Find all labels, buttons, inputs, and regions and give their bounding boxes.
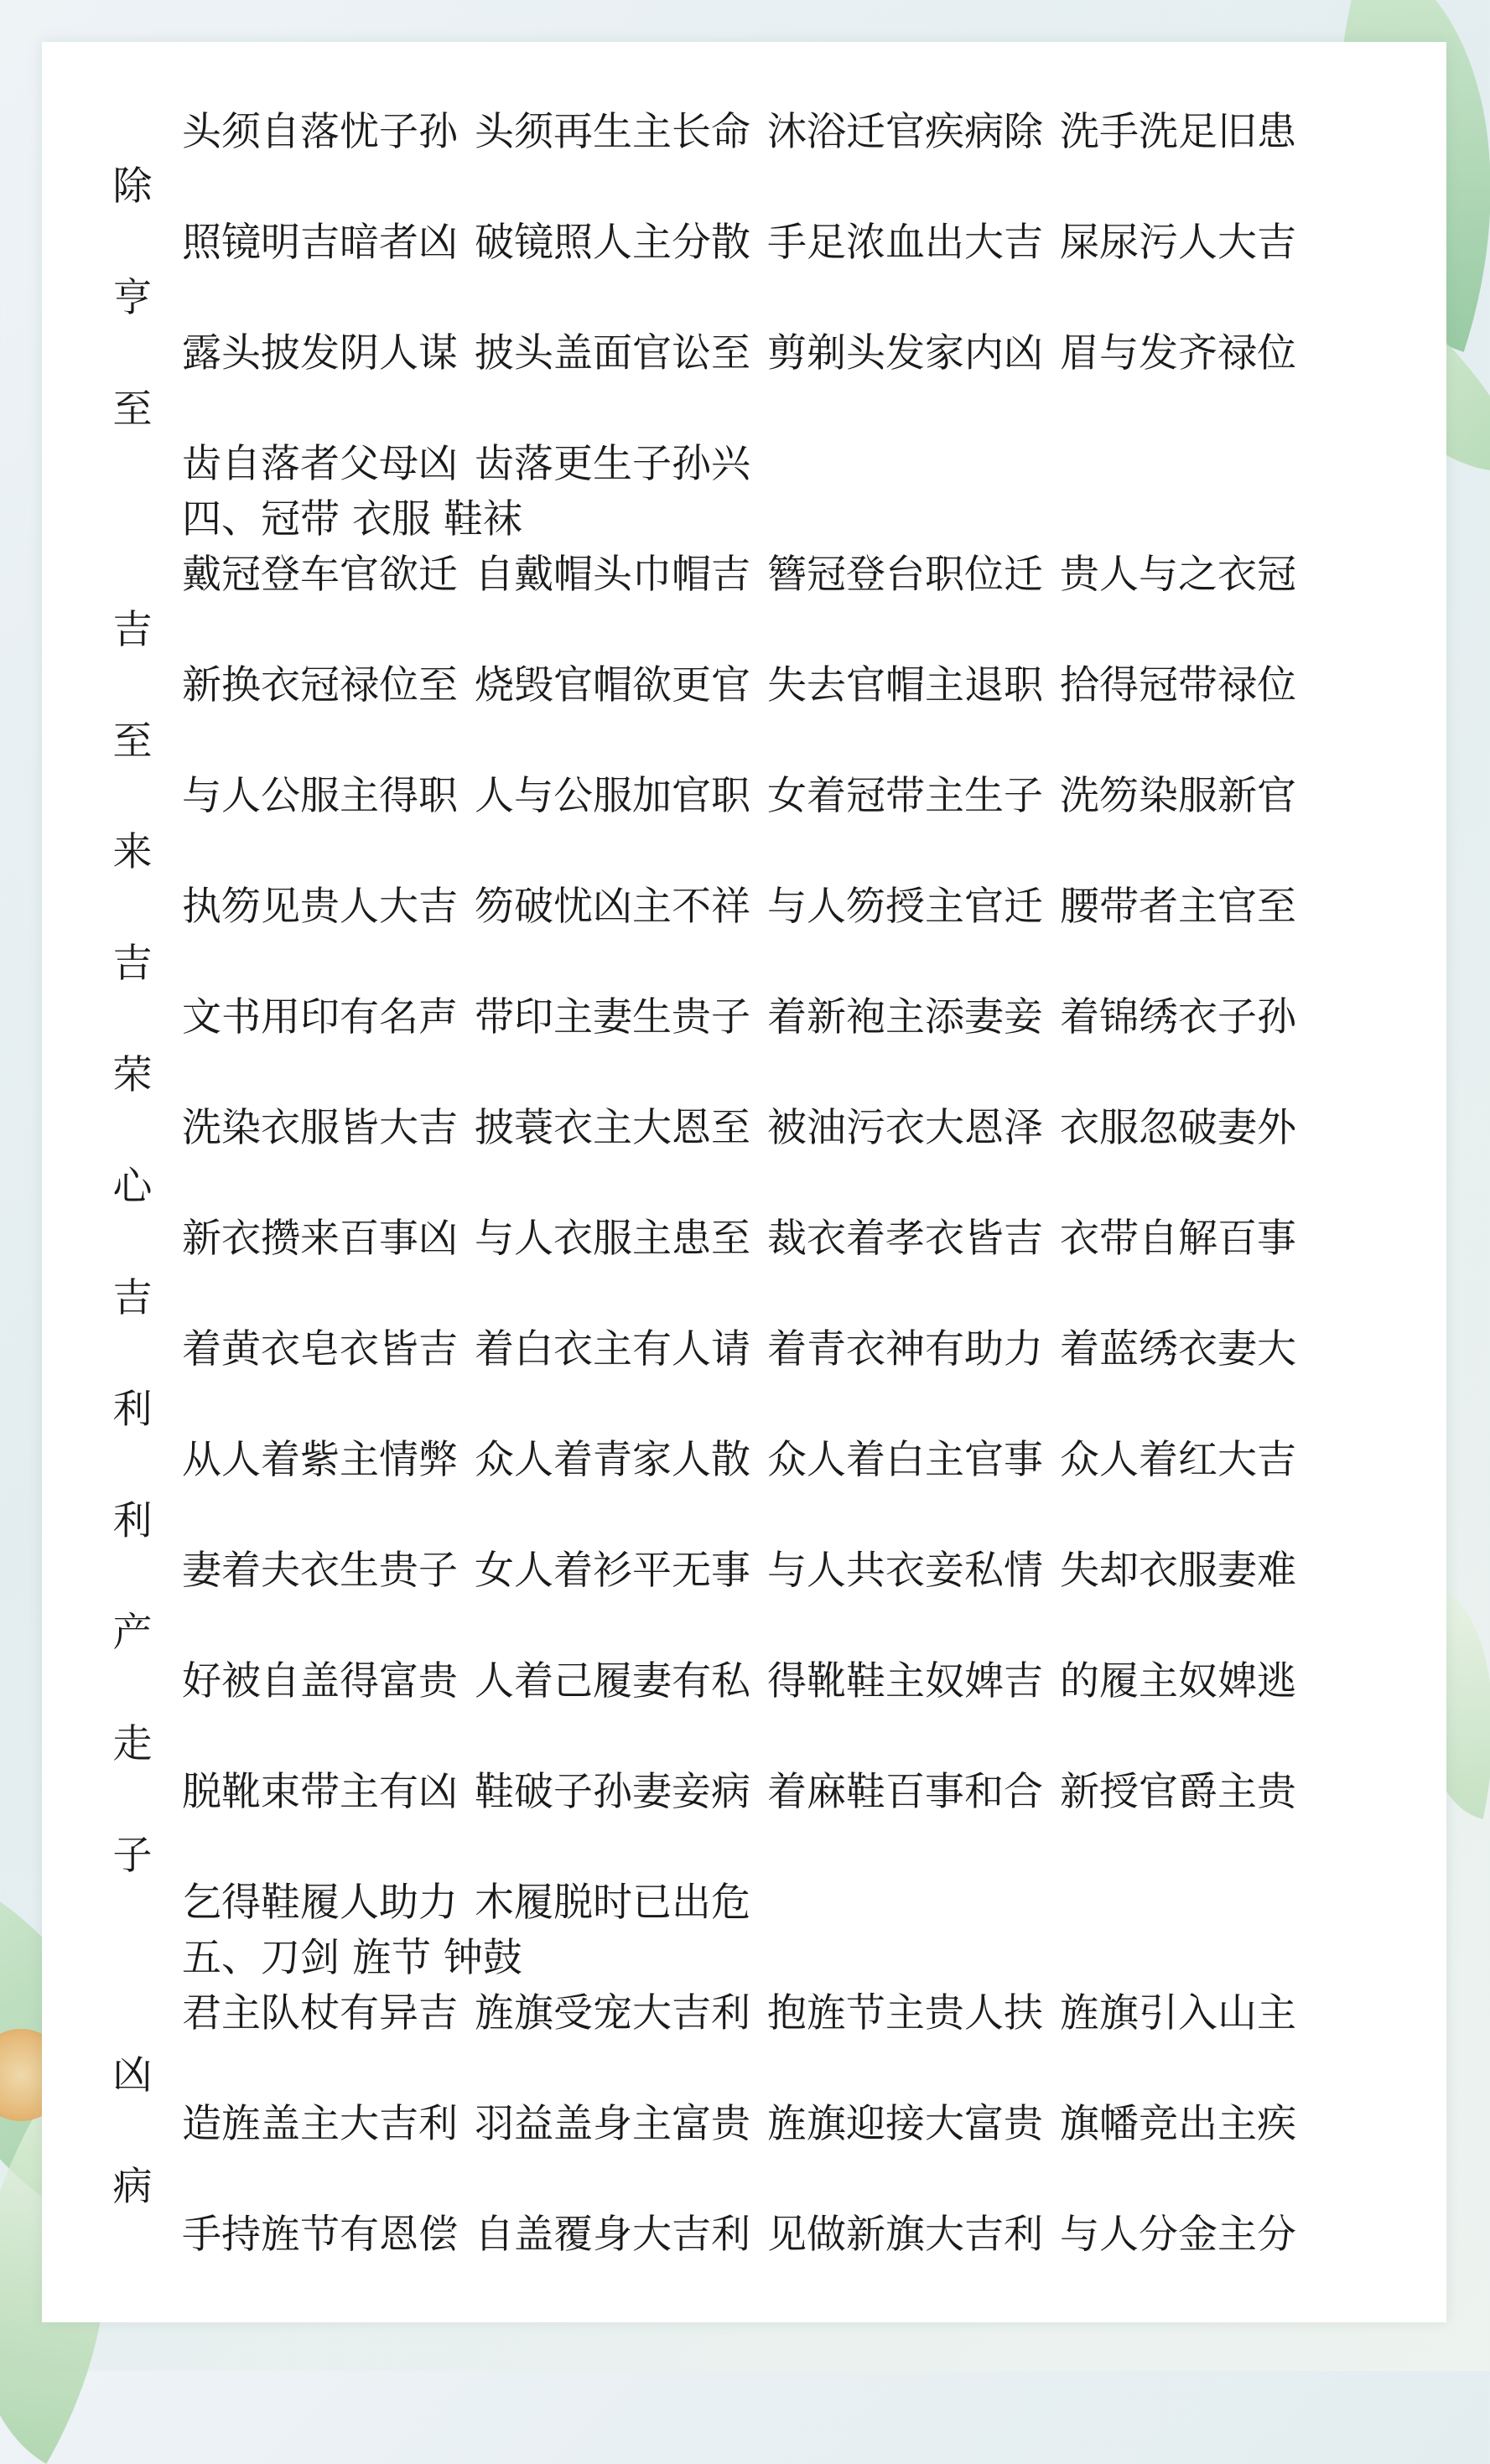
text-line [182,1211,1313,1267]
text-line [182,1931,539,1986]
text-phrase: 被油污衣大恩泽 [767,1105,1043,1151]
text-phrase: 的履主奴婢逃 [1060,1658,1296,1704]
text-phrase: 手持旌节有恩偿 [182,2212,458,2258]
text-phrase: 自戴帽头巾帽吉 [475,552,750,598]
text-phrase: 着黄衣皂衣皆吉 [182,1326,458,1372]
side-character: 亨 [112,275,153,321]
text-phrase: 造旌盖主大吉利 [182,2101,458,2147]
text-line [182,2097,1313,2152]
text-phrase: 旌旗迎接大富贵 [767,2101,1043,2147]
side-character: 走 [112,1721,153,1767]
text-phrase: 披头盖面官讼至 [475,330,750,376]
text-phrase: 得靴鞋主奴婢吉 [767,1658,1043,1704]
text-line [182,1543,1313,1599]
side-character: 吉 [112,607,153,653]
side-character: 产 [112,1610,153,1656]
text-phrase: 带印主妻生贵子 [475,994,750,1040]
text-phrase: 齿落更生子孙兴 [475,441,750,487]
side-character: 除 [112,163,153,210]
text-phrase: 与人公服主得职 [182,773,458,819]
text-phrase: 女人着衫平无事 [475,1548,750,1594]
text-phrase: 簪冠登台职位迁 [767,552,1043,598]
text-phrase: 齿自落者父母凶 [182,441,458,487]
text-line [182,879,1313,935]
text-phrase: 洗笏染服新官 [1060,773,1296,819]
text-phrase: 妻着夫衣生贵子 [182,1548,458,1594]
text-phrase: 木履脱时已出危 [475,1880,750,1926]
text-phrase: 衣服忽破妻外 [1060,1105,1296,1151]
text-phrase: 手足浓血出大吉 [767,220,1043,266]
document-page [42,42,1446,2322]
text-phrase: 烧毁官帽欲更官 [475,662,750,708]
text-line [182,492,539,547]
text-phrase: 头须再生主长命 [475,109,750,155]
text-phrase: 洗手洗足旧患 [1060,109,1296,155]
text-phrase: 脱靴束带主有凶 [182,1769,458,1815]
text-phrase: 见做新旗大吉利 [767,2212,1043,2258]
text-phrase: 着锦绣衣子孙 [1060,994,1296,1040]
text-phrase: 着麻鞋百事和合 [767,1769,1043,1815]
text-line [182,215,1313,271]
text-phrase: 鞋破子孙妻妾病 [475,1769,750,1815]
text-phrase: 屎尿污人大吉 [1060,220,1296,266]
side-character: 荣 [112,1052,153,1098]
text-phrase: 破镜照人主分散 [475,220,750,266]
side-character: 利 [112,1498,153,1544]
side-character: 利 [112,1387,153,1433]
text-phrase: 自盖覆身大吉利 [475,2212,750,2258]
text-line [182,1765,1313,1820]
text-line [182,990,1313,1045]
side-character: 吉 [112,1275,153,1321]
text-phrase: 与人笏授主官迁 [767,884,1043,930]
text-line [182,658,1313,713]
text-line [182,1433,1313,1488]
side-character: 病 [112,2164,153,2210]
text-phrase: 羽益盖身主富贵 [475,2101,750,2147]
text-phrase: 旗幡竞出主疾 [1060,2101,1296,2147]
text-phrase: 乞得鞋履人助力 [182,1880,458,1926]
text-lines [182,42,1440,2322]
text-phrase: 失却衣服妻难 [1060,1548,1296,1594]
text-phrase: 沐浴迁官疾病除 [767,109,1043,155]
text-line [182,105,1313,160]
side-character: 凶 [112,2052,153,2098]
text-phrase: 裁衣着孝衣皆吉 [767,1216,1043,1262]
text-phrase: 衣带自解百事 [1060,1216,1296,1262]
text-phrase: 好被自盖得富贵 [182,1658,458,1704]
text-phrase: 失去官帽主退职 [767,662,1043,708]
text-phrase: 眉与发齐禄位 [1060,330,1296,376]
text-phrase: 君主队杖有异吉 [182,1990,458,2036]
text-phrase: 与人共衣妾私情 [767,1548,1043,1594]
text-line [182,326,1313,381]
text-phrase: 众人着青家人散 [475,1437,750,1483]
text-line [182,547,1313,603]
text-phrase: 洗染衣服皆大吉 [182,1105,458,1151]
text-line [182,1101,1313,1156]
text-phrase: 从人着紫主情弊 [182,1437,458,1483]
side-character: 吉 [112,941,153,987]
text-phrase: 新衣攒来百事凶 [182,1216,458,1262]
text-line [182,1322,1313,1377]
text-phrase: 贵人与之衣冠 [1060,552,1296,598]
text-phrase: 披蓑衣主大恩至 [475,1105,750,1151]
text-phrase: 照镜明吉暗者凶 [182,220,458,266]
side-character: 子 [112,1833,153,1879]
text-phrase: 五、刀剑 旌节 钟鼓 [182,1935,522,1981]
side-character: 心 [112,1164,153,1210]
text-phrase: 剪剃头发家内凶 [767,330,1043,376]
text-phrase: 众人着白主官事 [767,1437,1043,1483]
text-line [182,2207,1313,2263]
text-phrase: 新授官爵主贵 [1060,1769,1296,1815]
text-phrase: 与人分金主分 [1060,2212,1296,2258]
text-phrase: 文书用印有名声 [182,994,458,1040]
text-line [182,769,1313,824]
text-phrase: 旌旗引入山主 [1060,1990,1296,2036]
text-phrase: 笏破忧凶主不祥 [475,884,750,930]
text-phrase: 头须自落忧子孙 [182,109,458,155]
text-phrase: 腰带者主官至 [1060,884,1296,930]
text-line [182,1875,767,1931]
text-phrase: 着蓝绣衣妻大 [1060,1326,1296,1372]
text-phrase: 人着己履妻有私 [475,1658,750,1704]
text-phrase: 众人着红大吉 [1060,1437,1296,1483]
text-phrase: 着白衣主有人请 [475,1326,750,1372]
text-line [182,437,767,492]
side-character: 来 [112,829,153,875]
text-phrase: 与人衣服主患至 [475,1216,750,1262]
text-phrase: 着新袍主添妻妾 [767,994,1043,1040]
text-phrase: 着青衣神有助力 [767,1326,1043,1372]
text-phrase: 抱旌节主贵人扶 [767,1990,1043,2036]
text-phrase: 新换衣冠禄位至 [182,662,458,708]
text-phrase: 露头披发阴人谋 [182,330,458,376]
text-phrase: 人与公服加官职 [475,773,750,819]
text-phrase: 拾得冠带禄位 [1060,662,1296,708]
text-phrase: 四、冠带 衣服 鞋袜 [182,496,522,542]
text-phrase: 执笏见贵人大吉 [182,884,458,930]
text-phrase: 戴冠登车官欲迁 [182,552,458,598]
text-phrase: 旌旗受宠大吉利 [475,1990,750,2036]
side-character: 至 [112,386,153,433]
text-line [182,1654,1313,1709]
side-character: 至 [112,718,153,765]
text-phrase: 女着冠带主生子 [767,773,1043,819]
text-line [182,1986,1313,2041]
